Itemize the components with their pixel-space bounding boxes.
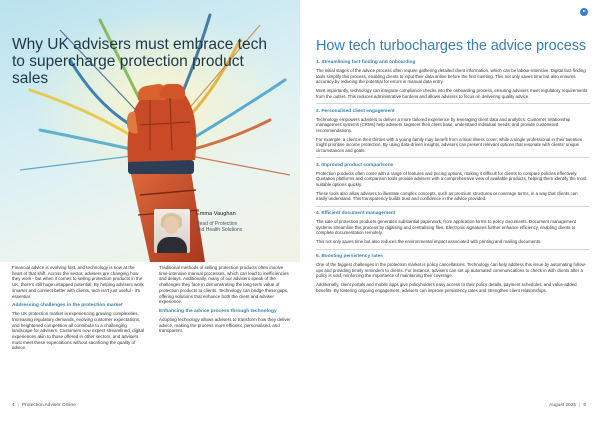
subheading-4: 4. Efficient document management [316,211,396,216]
paragraph: The initial stages of the advice process often require gathering detailed client information, which can be labour-intensive. Digital fact-finding tools simplify this process, enabling clients to input their data online before the first meeting. This not only saves time but also ensures accuracy by reducing the potential for errors in manual data entry. [316,68,586,84]
subheading-5: 5. Boosting persistency rates [316,254,383,259]
footer-left: 4 | Protection Adviser Online [12,403,76,408]
subheading-2: 2. Personalised client engagement [316,108,395,114]
paragraph: Protection products often come with a range of features and pricing options, making it difficult for clients to compare policies effectively. Quotation platforms and comparison tools provide advisers with a comprehensive view of available products, helping them identify the most suitable options quickly. [316,170,587,187]
play-logo-icon [580,8,588,16]
article-body [12,265,292,355]
paragraph: For example, a client in their thirties with a young family may benefit from critical illness cover, while a single professional in their twenties might prioritise income protection. By using data-driven insights, advisers can present relevant options that resonate with clients' unique circumstances and goals. [316,136,582,153]
paragraph: Additionally, client portals and mobile apps give policyholders easy access to their policy details, payment schedules, and value-added benefits. By fostering ongoing engagement, advisers can improve persistency rates and strengthen client relationships. [316,282,577,293]
paragraph: These tools also allow advisers to illustrate complex concepts, such as premium structures or coverage terms, in a way that clients can easily understand. This transparency builds trust and confidence in the advice provided. [316,190,578,201]
divider [316,157,590,158]
paragraph: Adopting technology allows advisers to transform how they deliver advice, making the process more efficient, personalised, and transparent. [159,316,291,334]
column-2 [159,265,292,355]
right-page [300,0,600,424]
paragraph: This not only saves time but also reduces the environmental impact associated with printing and mailing documents. [316,239,542,244]
issue-date: August 2025 [549,403,577,408]
publication-name: Protection Adviser Online [21,403,76,408]
right-content [316,58,590,297]
author-byline [154,209,244,253]
paragraph: The sale of protection products generates substantial paperwork, from application forms to policy documents. Document management systems streamline this process by digitising and centralising files. Electronic signatures further enhance efficiency, enabling clients to complete documentation remotely. [316,219,576,235]
page-number: 4 [12,403,15,408]
paragraph: One of the biggest challenges in the protection market is policy cancellations. Technology can help address this issue by automating follow-ups and providing timely reminders to clients. For instance, advisers can set up automated communications to check in with clients after a policy is sold, reinforcing the importance of maintaining their coverage. [316,262,587,278]
column-1 [12,265,145,355]
author-avatar [154,209,190,253]
subheading: Addressing challenges in the protection market [12,303,123,309]
page-number: 5 [583,403,586,408]
divider [316,103,590,104]
subheading: Enhancing the advice process through technology [159,308,277,314]
subheading-1: 1. Streamlining fact-finding and onboarding [316,60,416,65]
divider [316,249,590,250]
paragraph: The UK protection market is experiencing growing complexities. Increasing regulatory demands, evolving customer expectations, and heightened competition all contribute to a challenging landscape for advisers. Customers now expect streamlined, digital experiences akin to those offered in other sectors, and advisers must meet these expectations without sacrificing the quality of advice. [12,311,145,351]
article-title: Why UK advisers must embrace tech to supercharge protection product sales [12,36,267,87]
author-role: Head of Protection and Health Solutions [196,221,243,233]
paragraph: Financial advice is evolving fast, and technology is now at the heart of that shift. Across the sector, advisers are changing how they work - but when it comes to selling protection products in the UK, there's still huge untapped potential. By helping advisers work smarter and connect better with clients, tech isn't just useful - it's essential. [12,265,144,299]
divider [316,206,590,207]
section-title: How tech turbocharges the advice process [316,38,587,54]
footer-right: August 2025 | 5 [549,403,586,408]
subheading-3: 3. Improved product comparisons [316,162,394,168]
paragraph: Traditional methods of selling protection products often involve time-intensive manual processes, which can lead to inefficiencies and delays. Additionally, many of our advisers speak of the challenges they face in demonstrating the long-term value of protection products to clients. Technology can bridge these gaps, offering solutions that enhance both the client and adviser experience. [159,265,289,305]
paragraph: Technology empowers advisers to deliver a more tailored experience by leveraging client data and analytics. Customer relationship management systems (CRMs) help advisers segment their client base, understand individual needs, and provide customised recommendations. [316,116,571,133]
author-name: Emma Vaughan [196,211,236,217]
paragraph: Most importantly, technology can integrate compliance checks into the onboarding process, ensuring advisers meet regulatory requirements from the outset. This reduces administrative burdens and allows advisers to focus on delivering quality advice. [316,88,588,99]
